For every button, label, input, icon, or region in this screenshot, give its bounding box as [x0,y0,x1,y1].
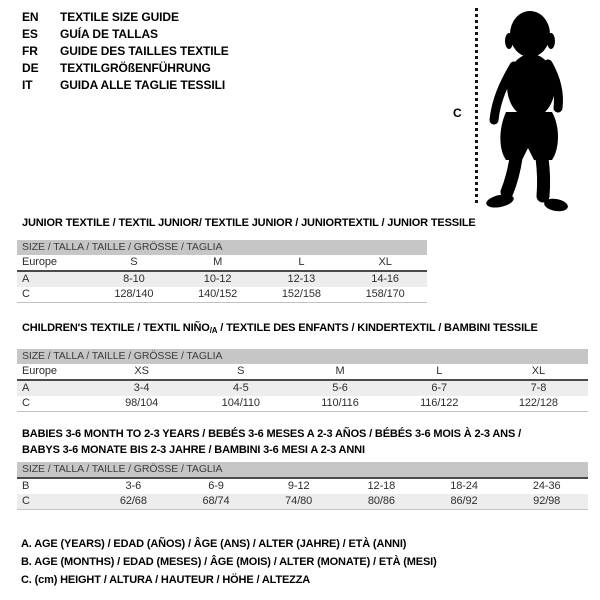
column-header-row [17,364,588,379]
junior-section-title: JUNIOR TEXTILE / TEXTIL JUNIOR/ TEXTILE JUNIOR / JUNIORTEXTIL / JUNIOR TESSILE [22,217,476,229]
table-row-a [17,272,427,287]
size-cell: 110/116 [321,397,359,409]
lang-row-it [22,77,229,94]
title-text: / TEXTILE DES ENFANTS / KINDERTEXTIL / BAMBINI TESSILE [217,322,538,334]
column-label: XL [531,365,546,377]
column-label: M [335,365,345,377]
column-label: XL [378,256,392,268]
divider [17,302,427,303]
lang-row-fr [22,43,229,60]
size-cell: 116/122 [420,397,459,409]
toddler-silhouette [484,8,572,214]
lang-code: FR [22,44,38,58]
table-row-c [17,287,427,302]
divider [17,411,588,412]
divider [17,509,588,510]
lang-code: ES [22,27,38,41]
children-size-table [17,349,588,412]
size-cell: 3-4 [133,382,150,394]
row-label: A [22,273,30,285]
table-row-b [17,479,588,494]
size-cell: 80/86 [367,495,395,507]
lang-row-de [22,60,229,77]
junior-size-table [17,240,427,303]
language-title-list [22,9,229,94]
title-line-2: BABYS 3-6 MONATE BIS 2-3 JAHRE / BAMBINI 3-6 MESI A 2-3 ANNI [22,444,365,456]
size-cell: 74/80 [285,495,313,507]
size-cell: 122/128 [518,397,558,409]
size-header-row: SIZE / TALLA / TAILLE / GRÖSSE / TAGLIA [17,240,427,255]
size-cell: 18-24 [450,480,478,492]
size-header-row: SIZE / TALLA / TAILLE / GRÖSSE / TAGLIA [17,349,588,364]
lang-row-en [22,9,229,26]
legend-footnotes [21,535,437,589]
table-row-a [17,381,588,396]
size-cell: 86/92 [450,495,478,507]
footnote-a: A. AGE (YEARS) / EDAD (AÑOS) / ÂGE (ANS) / ALTER (JAHRE) / ETÀ (ANNI) [21,538,407,550]
row-label: A [22,382,30,394]
size-cell: 7-8 [530,382,547,394]
column-label: L [298,256,305,268]
children-section-title [22,322,538,334]
size-cell: 8-10 [123,273,145,285]
row-label: C [22,288,30,300]
size-cell: 140/152 [198,288,238,300]
region-label: Europe [22,365,57,377]
size-cell: 68/74 [202,495,230,507]
footnote-c: C. (cm) HEIGHT / ALTURA / HAUTEUR / HÖHE / ALTEZZA [21,574,311,586]
size-cell: 3-6 [125,480,142,492]
lang-title: GUIDA ALLE TAGLIE TESSILI [60,78,226,92]
size-cell: 92/98 [533,495,561,507]
table-row-c [17,396,588,411]
row-label: C [22,495,30,507]
size-cell: 152/158 [281,288,321,300]
size-cell: 158/170 [365,288,405,300]
size-cell: 62/68 [119,495,147,507]
column-header-row [17,255,427,270]
column-label: M [213,256,223,268]
size-cell: 6-7 [431,382,448,394]
size-cell: 12-18 [367,480,396,492]
size-cell: 10-12 [203,273,232,285]
size-cell: 12-13 [287,273,316,285]
table-row-c [17,494,588,509]
title-line-1: BABIES 3-6 MONTH TO 2-3 YEARS / BEBÉS 3-6 MESES A 2-3 AÑOS / BÉBÉS 3-6 MOIS À 2-3 ANS / [22,428,521,440]
babies-section-title [22,426,521,458]
lang-code: DE [22,61,39,75]
babies-size-table [17,462,588,510]
size-cell: 6-9 [208,480,224,492]
title-text: CHILDREN'S TEXTILE / TEXTIL NIÑO [22,322,210,334]
title-subscript: /A [209,326,218,335]
column-label: L [436,365,443,377]
footnote-b: B. AGE (MONTHS) / EDAD (MESES) / ÂGE (MOIS) / ALTER (MONATE) / ETÀ (MESI) [21,556,437,568]
height-measure-dashed-line [475,8,478,206]
lang-row-es [22,26,229,43]
lang-title: GUIDE DES TAILLES TEXTILE [60,44,229,58]
column-label: XS [134,365,149,377]
column-label: S [130,256,138,268]
size-header-row: SIZE / TALLA / TAILLE / GRÖSSE / TAGLIA [17,462,588,477]
lang-code: IT [22,78,33,92]
size-cell: 4-5 [233,382,249,394]
column-label: S [237,365,245,377]
lang-title: GUÍA DE TALLAS [60,27,158,41]
size-cell: 128/140 [114,288,154,300]
lang-title: TEXTILE SIZE GUIDE [60,10,179,24]
lang-code: EN [22,10,39,24]
row-label: B [22,480,30,492]
size-cell: 9-12 [287,480,310,492]
height-measure-label: C [453,106,462,120]
size-cell: 5-6 [332,382,348,394]
size-cell: 98/104 [125,397,159,409]
region-label: Europe [22,256,57,268]
lang-title: TEXTILGRÖßENFÜHRUNG [60,61,211,75]
row-label: C [22,397,30,409]
size-cell: 24-36 [532,480,561,492]
size-cell: 14-16 [371,273,399,285]
size-cell: 104/110 [221,397,260,409]
